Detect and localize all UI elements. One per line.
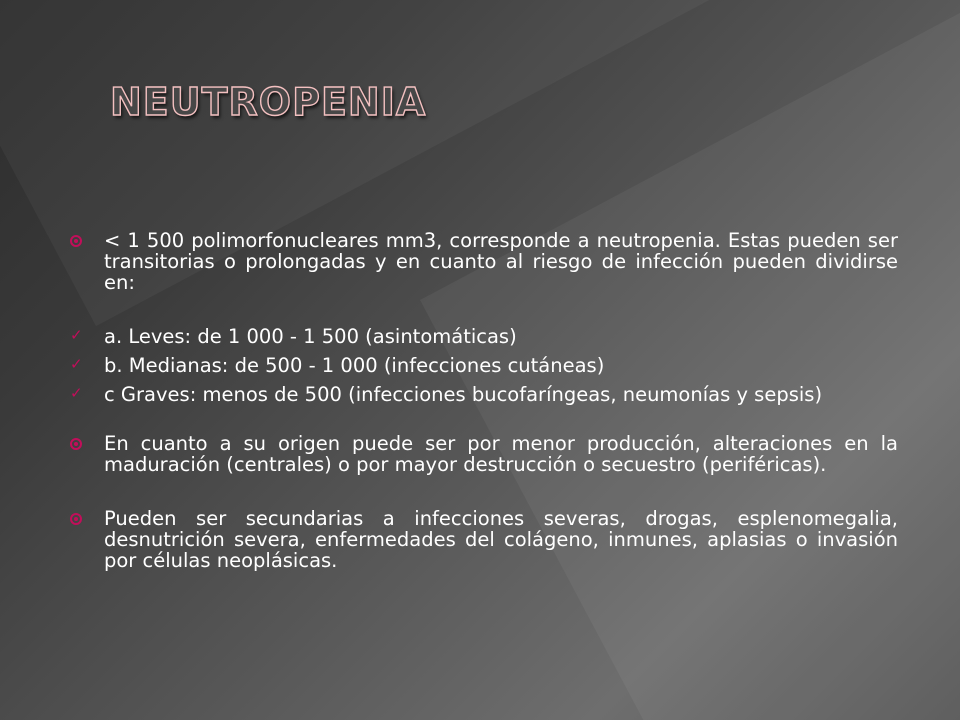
bullet-circle-icon	[70, 235, 82, 247]
list-item	[70, 230, 898, 293]
list-item	[70, 326, 898, 347]
list-item-text: Pueden ser secundarias a infecciones severas, drogas, esplenomegalia, desnutrición severa, enfermedades del colágeno, inmunes, aplasias o invasión por células neoplásicas.	[104, 507, 898, 572]
list-item	[70, 508, 898, 571]
checkmark-icon: ✓	[70, 384, 83, 402]
checkmark-icon: ✓	[70, 326, 83, 344]
list-item	[70, 384, 898, 405]
list-item-text: a. Leves: de 1 000 - 1 500 (asintomáticas)	[104, 325, 517, 348]
list-item	[70, 355, 898, 376]
list-item-text: < 1 500 polimorfonucleares mm3, corresponde a neutropenia. Estas pueden ser transitorias o prolongadas y en cuanto al riesgo de infección pueden dividirse en:	[104, 229, 898, 294]
list-item-text: c Graves: menos de 500 (infecciones bucofaríngeas, neumonías y sepsis)	[104, 383, 823, 406]
slide-content	[70, 230, 898, 571]
list-item-text: b. Medianas: de 500 - 1 000 (infecciones cutáneas)	[104, 354, 605, 377]
list-item-text: En cuanto a su origen puede ser por menor producción, alteraciones en la maduración (centrales) o por mayor destrucción o secuestro (periféricas).	[104, 432, 898, 476]
bullet-circle-icon	[70, 513, 82, 525]
checkmark-icon: ✓	[70, 355, 83, 373]
slide-title: NEUTROPENIA	[110, 80, 427, 124]
bullet-circle-icon	[70, 438, 82, 450]
list-item	[70, 433, 898, 475]
